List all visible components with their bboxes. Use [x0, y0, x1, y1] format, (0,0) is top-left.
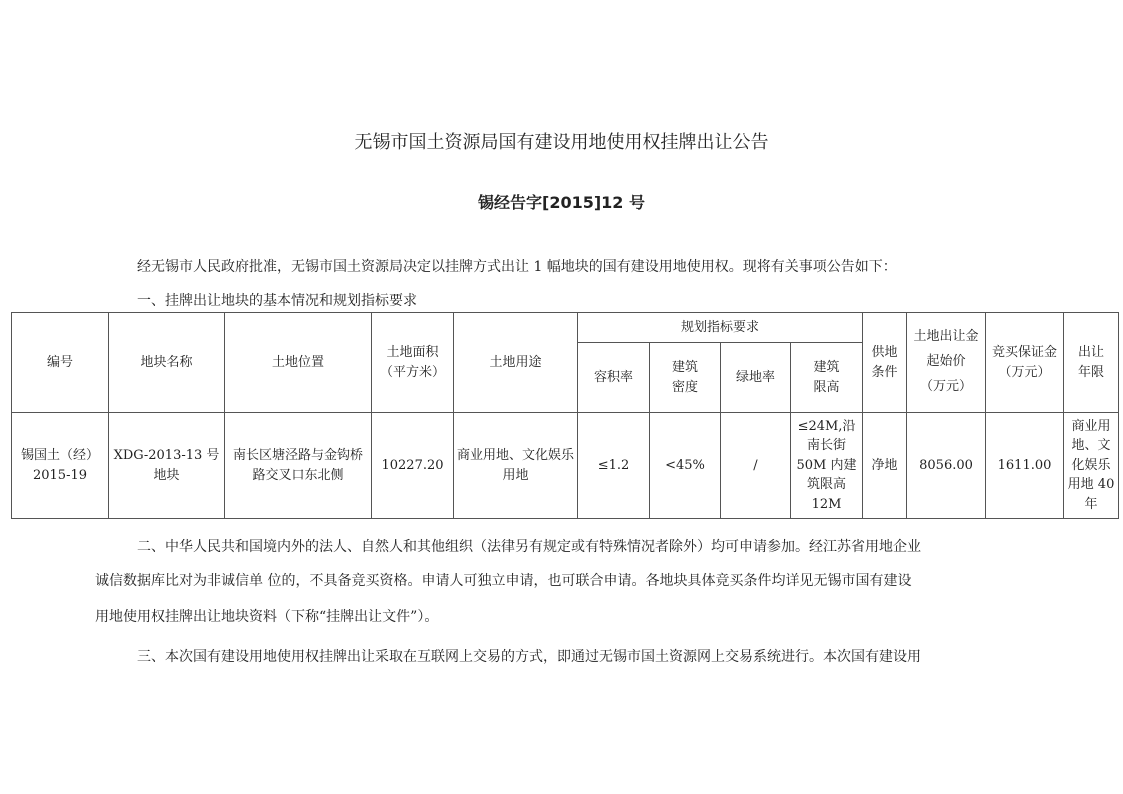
cell-use: 商业用地、文化娱乐用地	[454, 413, 578, 519]
land-parcel-table	[11, 312, 1119, 519]
section-2-line-3: 用地使用权挂牌出让地块资料（下称“挂牌出让文件”）。	[95, 609, 439, 625]
header-height-line2: 限高	[813, 379, 840, 395]
header-height	[791, 343, 863, 413]
header-supply	[863, 313, 907, 413]
header-height-line1: 建筑	[813, 360, 840, 375]
table-row	[12, 413, 1119, 519]
header-name: 地块名称	[109, 313, 225, 413]
section-2-line-2: 诚信数据库比对为非诚信单 位的，不具备竞买资格。申请人可独立申请，也可联合申请。各地块具体竞买条件均详见无锡市国有建设	[95, 573, 912, 589]
header-supply-line2: 条件	[871, 364, 898, 380]
cell-price: 8056.00	[907, 413, 986, 519]
header-green: 绿地率	[721, 343, 791, 413]
header-area-line1: 土地面积	[386, 345, 439, 360]
header-term	[1064, 313, 1119, 413]
header-term-line2: 年限	[1078, 364, 1105, 380]
cell-height: ≤24M,沿南长街 50M 内建筑限高 12M	[791, 413, 863, 519]
header-price	[907, 313, 986, 413]
header-use: 土地用途	[454, 313, 578, 413]
header-density	[650, 343, 721, 413]
cell-area: 10227.20	[372, 413, 454, 519]
document-number: 锡经告字[2015]12 号	[478, 193, 645, 212]
cell-term: 商业用地、文化娱乐用地 40 年	[1064, 413, 1119, 519]
header-location: 土地位置	[225, 313, 372, 413]
header-area-line2: （平方米）	[379, 364, 445, 380]
header-area	[372, 313, 454, 413]
header-density-line2: 密度	[671, 379, 698, 395]
cell-location: 南长区塘泾路与金钩桥路交叉口东北侧	[225, 413, 372, 519]
section-2-line-1: 二、中华人民共和国境内外的法人、自然人和其他组织（法律另有规定或有特殊情况者除外）均可申请参加。经江苏省用地企业	[137, 539, 921, 555]
header-supply-line1: 供地	[871, 345, 898, 360]
cell-green: /	[721, 413, 791, 519]
header-deposit-line1: 竞买保证金	[992, 345, 1058, 360]
section-1-heading: 一、挂牌出让地块的基本情况和规划指标要求	[137, 293, 417, 309]
intro-paragraph: 经无锡市人民政府批准，无锡市国土资源局决定以挂牌方式出让 1 幅地块的国有建设用地使用权。现将有关事项公告如下：	[137, 259, 897, 275]
document-title: 无锡市国土资源局国有建设用地使用权挂牌出让公告	[354, 132, 769, 153]
header-price-line1: 土地出让金	[913, 329, 979, 345]
cell-supply: 净地	[863, 413, 907, 519]
cell-density: <45%	[650, 413, 721, 519]
header-price-line2: 起始价	[926, 354, 966, 370]
section-3-line-1: 三、本次国有建设用地使用权挂牌出让采取在互联网上交易的方式，即通过无锡市国土资源网上交易系统进行。本次国有建设用	[137, 649, 921, 665]
header-code: 编号	[12, 313, 109, 413]
header-deposit-line2: （万元）	[998, 364, 1051, 380]
cell-name: XDG-2013-13 号地块	[109, 413, 225, 519]
header-far: 容积率	[578, 343, 650, 413]
cell-code: 锡国土（经）2015-19	[12, 413, 109, 519]
cell-far: ≤1.2	[578, 413, 650, 519]
header-density-line1: 建筑	[671, 360, 698, 375]
cell-deposit: 1611.00	[986, 413, 1064, 519]
table-header-row	[12, 313, 1119, 343]
header-price-line3: （万元）	[920, 378, 973, 394]
header-deposit	[986, 313, 1064, 413]
header-term-line1: 出让	[1078, 345, 1105, 360]
header-planning: 规划指标要求	[578, 313, 863, 343]
